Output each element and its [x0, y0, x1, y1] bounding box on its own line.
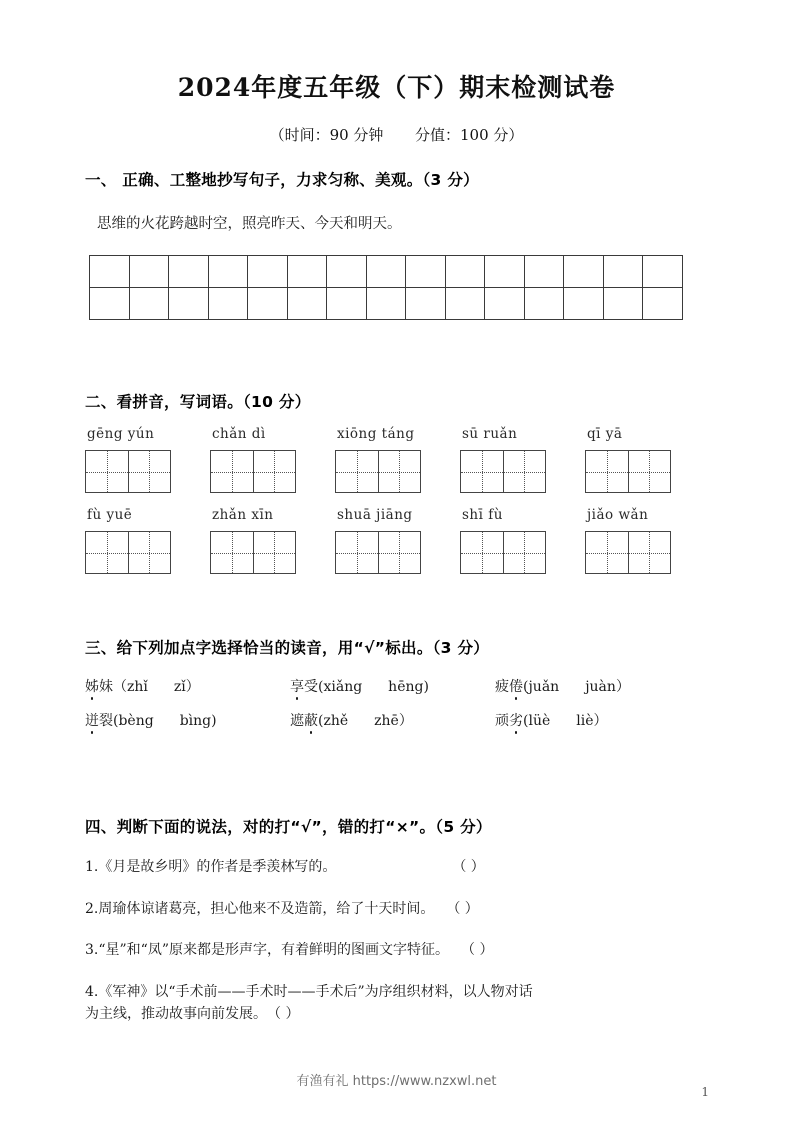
handwriting-cell[interactable] — [406, 288, 446, 320]
word-char: 疲 — [495, 679, 509, 695]
emphasized-char: 蔽 — [304, 710, 318, 730]
tianzige-box[interactable] — [460, 531, 546, 574]
pinyin-group — [460, 426, 572, 493]
pronunciation-item[interactable] — [85, 710, 290, 730]
pinyin-label: chǎn dì — [212, 426, 266, 442]
tianzige-cell[interactable] — [503, 451, 546, 492]
section-three — [85, 636, 710, 730]
pronunciation-item[interactable] — [495, 676, 700, 696]
section-three-heading: 三、给下列加点字选择恰当的读音，用“√”标出。（3 分） — [85, 639, 490, 657]
pronunciation-option[interactable]: lüè — [528, 713, 551, 729]
handwriting-cell[interactable] — [208, 256, 248, 288]
pronunciation-item[interactable] — [495, 710, 700, 730]
handwriting-cell[interactable] — [366, 288, 406, 320]
word-char: 裂 — [99, 713, 113, 729]
paren-close: ） — [615, 679, 630, 695]
handwriting-grid-row — [90, 256, 683, 288]
tianzige-cell[interactable] — [128, 532, 171, 573]
pinyin-group — [85, 426, 197, 493]
pinyin-label: jiǎo wǎn — [587, 507, 649, 523]
answer-parentheses[interactable]: （ ） — [267, 1005, 300, 1022]
emphasized-char: 享 — [290, 676, 304, 696]
pronunciation-row — [85, 676, 710, 696]
answer-parentheses[interactable]: （ ） — [446, 900, 479, 917]
emphasized-char: 姊 — [85, 676, 99, 696]
tianzige-cell[interactable] — [461, 451, 503, 492]
pinyin-group — [335, 507, 447, 574]
tianzige-box[interactable] — [85, 450, 171, 493]
exam-time-label: （时间：90 分钟 — [269, 126, 384, 144]
handwriting-cell[interactable] — [564, 256, 604, 288]
word-char: 妹 — [99, 679, 113, 695]
paren-open: ( — [318, 713, 324, 729]
tianzige-cell[interactable] — [378, 451, 421, 492]
pinyin-label: sū ruǎn — [462, 426, 518, 442]
handwriting-cell[interactable] — [327, 288, 367, 320]
tianzige-cell[interactable] — [378, 532, 421, 573]
handwriting-cell[interactable] — [90, 256, 130, 288]
page-title: 2024年度五年级（下）期末检测试卷 — [177, 73, 616, 102]
pinyin-row — [85, 507, 708, 574]
tianzige-box[interactable] — [585, 531, 671, 574]
pronunciation-option[interactable]: zhě — [323, 713, 349, 729]
paren-close: ） — [593, 713, 608, 729]
pinyin-group — [460, 507, 572, 574]
item-number: 2. — [85, 900, 99, 917]
paren-close: ) — [211, 713, 217, 729]
section-four-heading: 四、判断下面的说法，对的打“√”，错的打“×”。（5 分） — [85, 818, 492, 836]
tianzige-cell[interactable] — [336, 451, 378, 492]
tianzige-box[interactable] — [85, 531, 171, 574]
pinyin-groups — [85, 426, 708, 574]
paren-close: ） — [185, 679, 200, 695]
pinyin-row — [85, 426, 708, 493]
tianzige-box[interactable] — [585, 450, 671, 493]
pronunciation-option[interactable]: zhǐ — [127, 679, 148, 695]
handwriting-cell[interactable] — [406, 256, 446, 288]
tianzige-box[interactable] — [210, 450, 296, 493]
paren-open: ( — [318, 679, 324, 695]
pronunciation-option[interactable]: hēng — [388, 679, 424, 695]
word-char: 受 — [304, 679, 318, 695]
paren-close: ） — [398, 713, 413, 729]
item-statement: 《月是故乡明》的作者是季羡林写的。 — [98, 859, 337, 875]
item-statement: 《军神》以“手术前——手术时——手术后”为序组织材料，以人物对话 — [98, 984, 533, 1001]
handwriting-cell[interactable] — [248, 256, 288, 288]
tianzige-cell[interactable] — [628, 532, 671, 573]
tianzige-box[interactable] — [335, 450, 421, 493]
pronunciation-option[interactable]: bèng — [118, 713, 154, 729]
handwriting-cell[interactable] — [366, 256, 406, 288]
handwriting-cell[interactable] — [564, 288, 604, 320]
paren-open: ( — [523, 679, 529, 695]
tianzige-cell[interactable] — [586, 451, 628, 492]
pronunciation-row — [85, 710, 710, 730]
true-false-item — [85, 857, 710, 879]
paren-open: ( — [523, 713, 529, 729]
tianzige-cell[interactable] — [211, 532, 253, 573]
tianzige-cell[interactable] — [86, 532, 128, 573]
paren-open: ( — [113, 713, 119, 729]
word-char: 顽 — [495, 713, 509, 729]
handwriting-cell[interactable] — [603, 256, 643, 288]
handwriting-cell[interactable] — [129, 288, 169, 320]
pronunciation-choices — [85, 676, 710, 730]
pinyin-label: shī fù — [462, 507, 503, 523]
section-two-heading: 二、看拼音，写词语。（10 分） — [85, 393, 311, 411]
pinyin-group — [585, 507, 697, 574]
pronunciation-option[interactable]: xiǎng — [323, 679, 363, 695]
handwriting-cell[interactable] — [643, 288, 683, 320]
item-statement: “星”和“凤”原来都是形声字，有着鲜明的图画文字特征。 — [98, 942, 449, 959]
handwriting-cell[interactable] — [603, 288, 643, 320]
pinyin-group — [210, 426, 322, 493]
exam-score-label: 分值：100 分） — [415, 126, 524, 144]
answer-parentheses[interactable]: （ ） — [452, 859, 485, 875]
pinyin-group — [585, 426, 697, 493]
handwriting-cell[interactable] — [287, 288, 327, 320]
pronunciation-option[interactable]: zhē — [374, 713, 399, 729]
tianzige-cell[interactable] — [586, 532, 628, 573]
handwriting-cell[interactable] — [524, 256, 564, 288]
tianzige-cell[interactable] — [128, 451, 171, 492]
pronunciation-item[interactable] — [290, 676, 495, 696]
footer-watermark: 有渔有礼 https://www.nzxwl.net — [296, 1074, 497, 1089]
pronunciation-option[interactable]: juàn — [585, 679, 616, 695]
tianzige-cell[interactable] — [336, 532, 378, 573]
item-number: 3. — [85, 942, 99, 959]
handwriting-cell[interactable] — [169, 288, 209, 320]
item-number: 1. — [85, 859, 99, 875]
handwriting-cell[interactable] — [445, 256, 485, 288]
pinyin-group — [85, 507, 197, 574]
paren-close: ) — [423, 679, 429, 695]
pinyin-group — [210, 507, 322, 574]
section-one — [85, 168, 708, 320]
pinyin-label: gēng yún — [87, 426, 155, 442]
tianzige-cell[interactable] — [86, 451, 128, 492]
word-char: 遮 — [290, 713, 304, 729]
handwriting-cell[interactable] — [445, 288, 485, 320]
handwriting-cell[interactable] — [169, 256, 209, 288]
pinyin-label: shuā jiāng — [337, 507, 413, 523]
handwriting-cell[interactable] — [248, 288, 288, 320]
page-number: 1 — [701, 1085, 709, 1099]
tianzige-box[interactable] — [460, 450, 546, 493]
pinyin-group — [335, 426, 447, 493]
pronunciation-option[interactable]: liè — [576, 713, 594, 729]
emphasized-char: 迸 — [85, 710, 99, 730]
tianzige-box[interactable] — [335, 531, 421, 574]
pinyin-label: qī yā — [587, 426, 623, 442]
handwriting-cell[interactable] — [208, 288, 248, 320]
copy-sentence: 思维的火花跨越时空，照亮昨天、今天和明天。 — [97, 216, 402, 232]
item-statement: 周瑜体谅诸葛亮，担心他来不及造箭，给了十天时间。 — [98, 900, 435, 917]
handwriting-cell[interactable] — [524, 288, 564, 320]
pronunciation-option[interactable]: bìng — [179, 713, 212, 729]
handwriting-cell[interactable] — [485, 256, 525, 288]
emphasized-char: 劣 — [509, 710, 523, 730]
handwriting-cell[interactable] — [643, 256, 683, 288]
tianzige-box[interactable] — [210, 531, 296, 574]
handwriting-cell[interactable] — [485, 288, 525, 320]
answer-parentheses[interactable]: （ ） — [461, 942, 494, 959]
exam-meta — [85, 104, 708, 145]
tianzige-cell[interactable] — [461, 532, 503, 573]
true-false-item — [85, 940, 710, 962]
handwriting-grid-row — [90, 288, 683, 320]
tianzige-cell[interactable] — [253, 451, 296, 492]
tianzige-cell[interactable] — [211, 451, 253, 492]
pronunciation-item[interactable] — [290, 710, 495, 730]
tianzige-cell[interactable] — [628, 451, 671, 492]
tianzige-cell[interactable] — [253, 532, 296, 573]
pronunciation-item[interactable] — [85, 676, 290, 696]
section-one-heading: 一、 正确、工整地抄写句子，力求匀称、美观。（3 分） — [85, 171, 479, 189]
handwriting-cell[interactable] — [90, 288, 130, 320]
handwriting-grid[interactable] — [89, 255, 683, 320]
pinyin-label: fù yuē — [87, 507, 133, 523]
handwriting-cell[interactable] — [129, 256, 169, 288]
pronunciation-option[interactable]: zǐ — [173, 679, 186, 695]
handwriting-cell[interactable] — [287, 256, 327, 288]
true-false-item — [85, 982, 710, 1025]
item-number: 4. — [85, 984, 99, 1001]
true-false-item — [85, 899, 710, 921]
emphasized-char: 倦 — [509, 676, 523, 696]
true-false-items — [85, 857, 710, 1025]
pinyin-label: zhǎn xīn — [212, 507, 274, 523]
pronunciation-option[interactable]: juǎn — [528, 679, 560, 695]
item-statement-continued: 为主线，推动故事向前发展。 — [85, 1005, 267, 1022]
section-four — [85, 815, 710, 1025]
paren-open: （ — [113, 679, 127, 695]
handwriting-cell[interactable] — [327, 256, 367, 288]
tianzige-cell[interactable] — [503, 532, 546, 573]
section-two — [85, 390, 708, 574]
pinyin-label: xiōng táng — [337, 426, 415, 442]
